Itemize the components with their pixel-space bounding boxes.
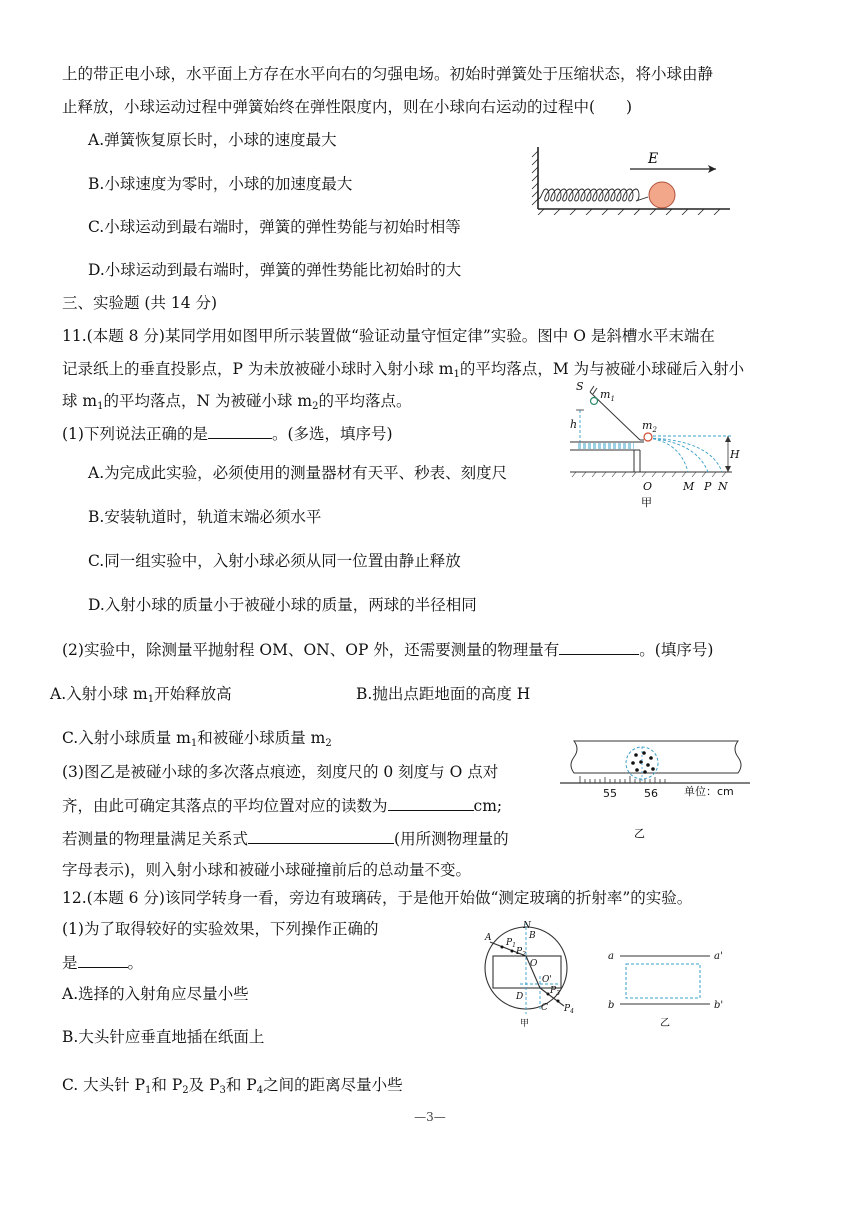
answer-blank[interactable] [559,638,639,655]
q12-p1-l2-b: 。 [127,954,144,972]
q11-line3 [62,390,412,412]
label-d: D [516,992,524,1002]
label-big-h: H [730,448,740,461]
sub: 2 [312,401,319,412]
spring-ball-figure [530,143,740,215]
fig-caption-yi: 乙 [634,827,645,840]
q10-option-c: C.小球运动到最右端时，弹簧的弹性势能与初始时相等 [88,218,461,236]
sub: 2 [325,738,332,749]
q11-p2-a-a: A.入射小球 m [50,685,148,703]
q11-line2-a: 记录纸上的垂直投影点，P 为未放被碰小球时入射小球 m [62,360,454,378]
label-m2: m [642,419,653,432]
label-p1-sub: 1 [512,942,516,949]
label-m1: m [600,388,611,401]
label-a: a [608,951,614,962]
q11-p1-option-a: A.为完成此实验，必须使用的测量器材有天平、秒表、刻度尺 [88,464,508,482]
q11-p3-l2-b: cm; [473,797,503,815]
q12-line1: 12.(本题 6 分)该同学转身一看，旁边有玻璃砖，于是他开始做“测定玻璃的折射率”的实验。 [62,889,693,907]
q11-part1-a: (1)下列说法正确的是 [62,425,208,443]
q12-option-a: A.选择的入射角应尽量小些 [62,985,249,1003]
q10-line2: 止释放，小球运动过程中弹簧始终在弹性限度内，则在小球向右运动的过程中( ) [62,98,633,116]
label-o: O [643,480,653,493]
section-title: 三、实验题 (共 14 分) [62,294,218,312]
q12-option-b: B.大头针应垂直地插在纸面上 [62,1028,265,1046]
svg-text:P1 [505,938,516,949]
q11-p1-option-d: D.入射小球的质量小于被碰小球的质量，两球的半径相同 [88,596,477,614]
q12-c-e: 之间的距离尽量小些 [263,1076,403,1094]
q10-line1: 上的带正电小球，水平面上方存在水平向右的匀强电场。初始时弹簧处于压缩状态，将小球由静 [62,65,714,83]
q12-p1-l2-a: 是 [62,954,78,972]
label-o: O [530,959,538,969]
sub: 1 [145,1085,152,1096]
label-n: N [523,921,531,931]
sub: 2 [182,1085,189,1096]
page-number: —3— [414,1110,446,1124]
q11-p3-l3-a: 若测量的物理量满足关系式 [62,830,249,848]
tick-55: 55 [603,787,617,800]
label-m1-sub: 1 [610,395,615,403]
label-a-prime: a' [714,951,723,962]
q11-line2-b: 的平均落点，M 为与被碰小球碰后入射小 [459,360,745,378]
q12-c-a: C. 大头针 P [62,1076,146,1094]
q11-p2-a-b: 开始释放高 [154,685,232,703]
svg-text:P4 [563,1004,574,1015]
q11-p2-c-a: C.入射小球质量 m [62,729,191,747]
svg-text:m2 [642,419,657,434]
label-p2-sub: 2 [522,951,526,958]
refraction-figure [480,918,590,1030]
label-m: M [683,480,695,493]
q11-line3-b: 的平均落点，N 为被碰小球 m [103,392,313,410]
label-p1: P [506,938,513,948]
label-p3: P [550,986,557,996]
label-m2-sub: 2 [652,426,657,434]
svg-text:P2 [515,947,526,958]
q11-line3-a: 球 m [62,392,98,410]
label-a: A [485,933,492,943]
sub: 4 [256,1085,264,1096]
q12-part1-line1: (1)为了取得较好的实验效果，下列操作正确的 [62,920,379,938]
label-p2: P [516,947,523,957]
svg-text:m1 [600,388,615,403]
answer-blank[interactable] [388,794,474,811]
q10-option-a: A.弹簧恢复原长时，小球的速度最大 [88,131,337,149]
q11-part3-line4: 字母表示)，则入射小球和被碰小球碰撞前后的总动量不变。 [62,861,472,879]
collision-apparatus-figure [570,380,742,510]
label-p: P [704,480,712,493]
q11-part1 [62,422,393,445]
q11-p2-option-b: B.抛出点距地面的高度 H [356,685,531,703]
sub: 1 [97,401,104,412]
label-s: S [576,380,584,393]
answer-blank[interactable] [78,951,128,968]
q11-p1-option-c: C.同一组实验中，入射小球必须从同一位置由静止释放 [88,552,461,570]
answer-blank[interactable] [248,827,394,844]
q11-p2-c-b: 和被碰小球质量 m [197,729,326,747]
sub: 1 [147,694,155,705]
q11-line3-c: 的平均落点。 [318,392,412,410]
q12-c-b: 和 P [151,1076,183,1094]
label-h: h [570,418,578,431]
q11-part3-line2 [62,794,502,817]
label-p4: P [564,1004,571,1014]
sub: 1 [190,738,198,749]
label-o-prime: O' [542,975,552,985]
label-p3-sub: 3 [556,990,560,997]
q11-part1-b: 。(多选，填序号) [271,425,393,443]
q11-p2-option-c [62,727,332,749]
q11-part3-line1: (3)图乙是被碰小球的多次落点痕迹，刻度尺的 0 刻度与 O 点对 [62,763,499,781]
q10-option-b: B.小球速度为零时，小球的加速度最大 [88,175,353,193]
fig-caption-jia: 甲 [641,496,652,509]
q12-c-c: 及 P [188,1076,220,1094]
q11-p1-option-b: B.安装轨道时，轨道末端必须水平 [88,508,322,526]
q11-part2-a: (2)实验中，除测量平抛射程 OM、ON、OP 外，还需要测量的物理量有 [62,641,560,659]
glass-block-outline-figure [606,944,736,1030]
sub: 3 [219,1085,226,1096]
sub: 1 [453,369,460,380]
q12-c-d: 和 P [225,1076,257,1094]
unit-label: 单位：cm [684,785,734,798]
tick-56: 56 [644,787,658,800]
q12-option-c [62,1074,403,1096]
q11-p2-option-a [50,683,232,705]
landing-marks-figure [560,733,760,843]
answer-blank[interactable] [208,422,272,439]
label-b: b [608,1000,615,1011]
q12-part1-line2 [62,951,143,974]
q11-part2 [62,638,713,661]
label-b: B [529,931,536,941]
field-e-label: E [648,151,659,167]
label-b-prime: b' [714,1000,724,1011]
q11-part3-line3 [62,827,509,850]
q10-option-d: D.小球运动到最右端时，弹簧的弹性势能比初始时的大 [88,261,462,279]
q11-line1: 11.(本题 8 分)某同学用如图甲所示装置做“验证动量守恒定律”实验。图中 O 是斜槽水平末端在 [62,327,715,345]
fig-caption-jia: 甲 [520,1019,530,1029]
q11-line2 [62,358,744,380]
label-p4-sub: 4 [570,1008,574,1015]
label-n: N [718,480,728,493]
q11-part2-b: 。(填序号) [639,641,714,659]
q11-p3-l3-b: (用所测物理量的 [394,830,509,848]
label-c: C [541,1003,548,1013]
q11-p3-l2-a: 齐，由此可确定其落点的平均位置对应的读数为 [62,797,388,815]
fig-caption-yi: 乙 [660,1018,670,1029]
